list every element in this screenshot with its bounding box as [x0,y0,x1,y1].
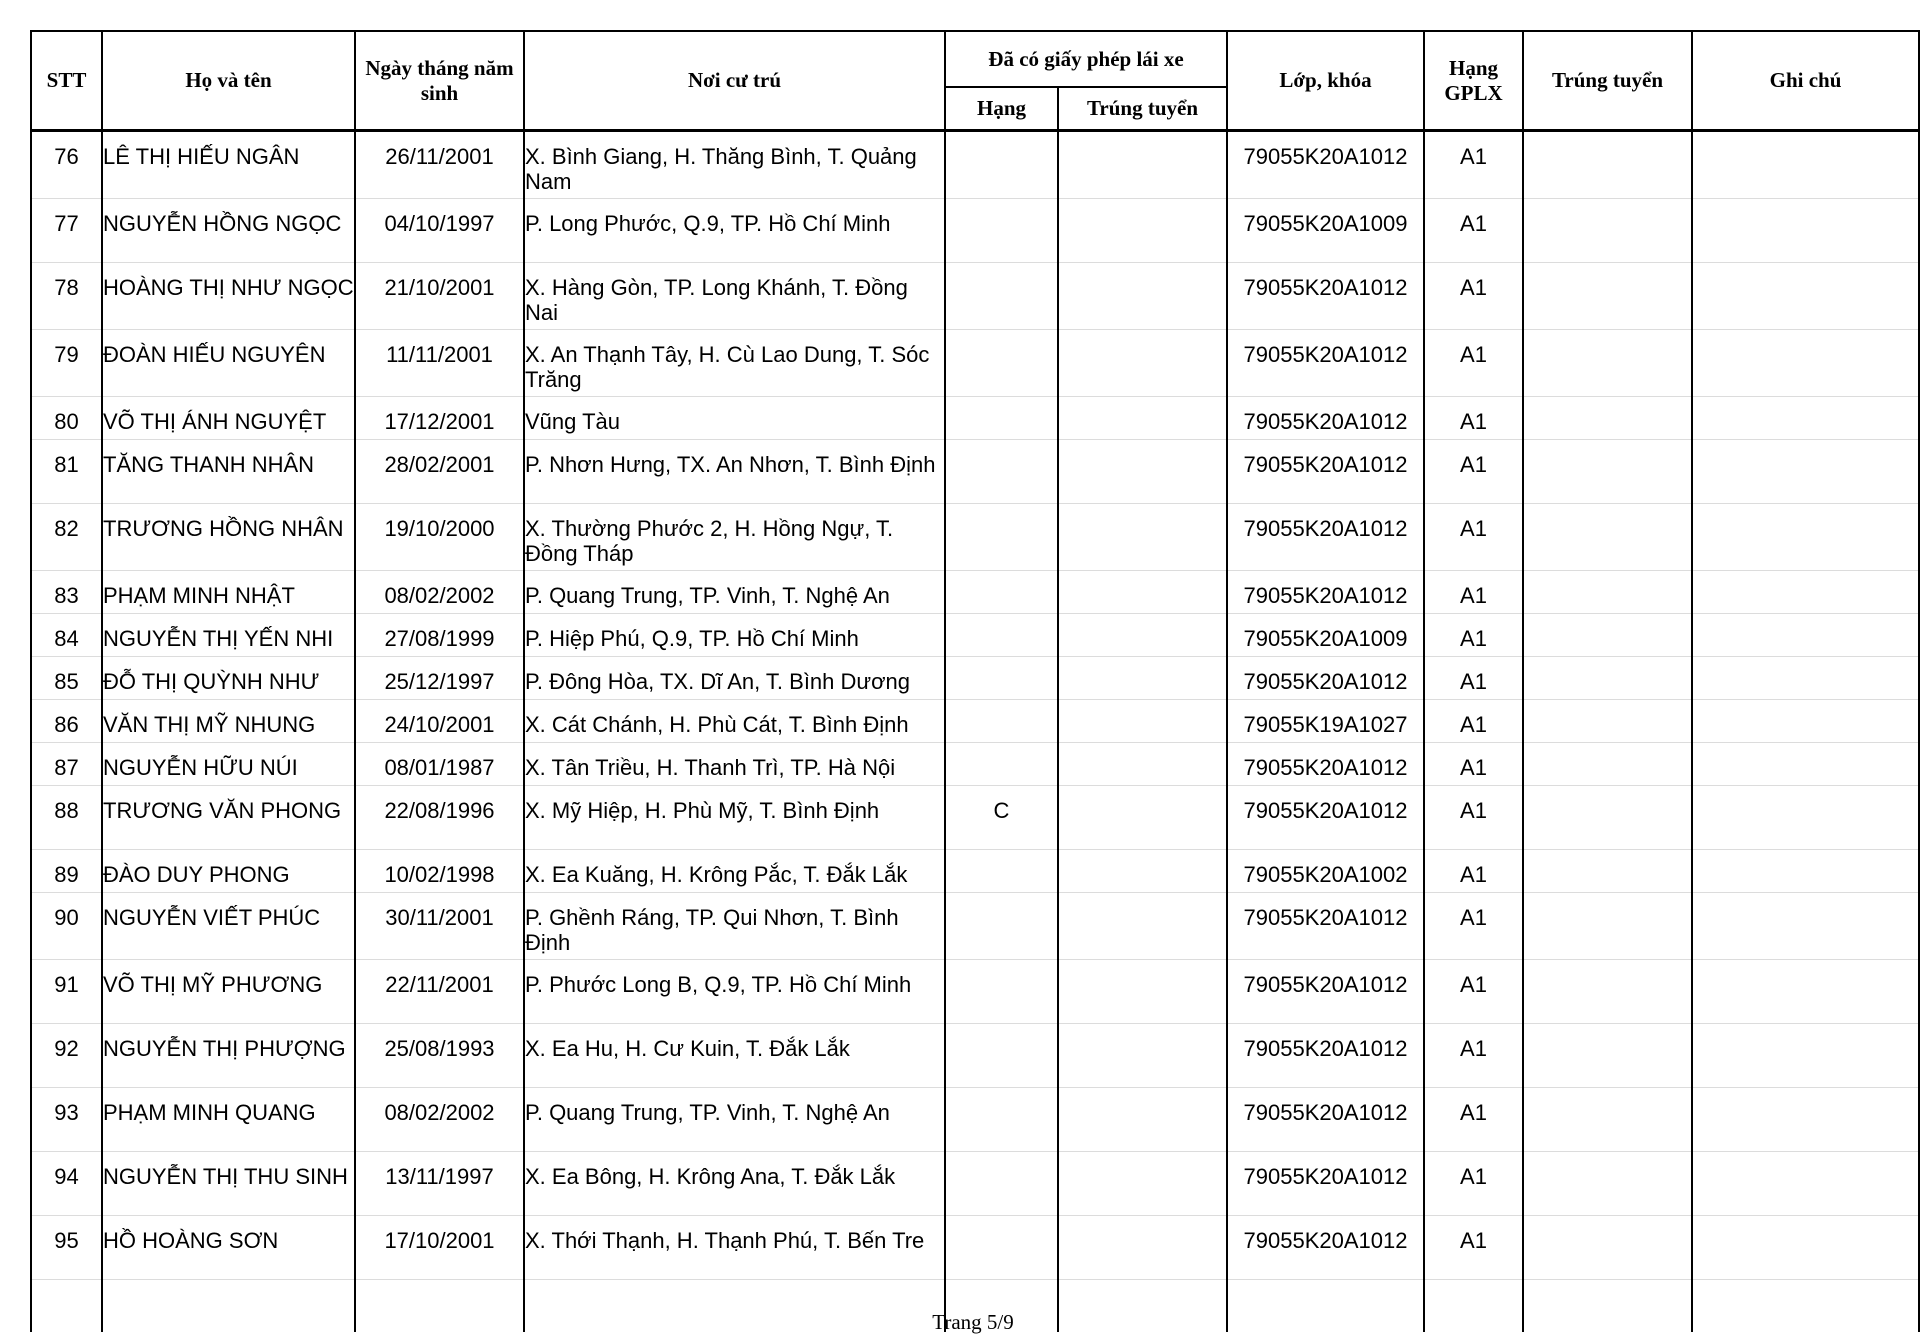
cell-stt: 82 [31,504,102,571]
cell-name: NGUYỄN HỮU NÚI [102,743,355,786]
cell-license-rank: C [945,786,1058,850]
cell-license-rank [945,504,1058,571]
cell-note [1692,571,1919,614]
cell-passed [1523,700,1692,743]
cell-license-passed [1058,571,1227,614]
cell-license-rank [945,199,1058,263]
cell-passed [1523,263,1692,330]
cell-residence: P. Phước Long B, Q.9, TP. Hồ Chí Minh [524,960,945,1024]
cell-note [1692,263,1919,330]
cell-residence: X. An Thạnh Tây, H. Cù Lao Dung, T. Sóc Trăng [524,330,945,397]
cell-stt: 93 [31,1088,102,1152]
cell-stt: 87 [31,743,102,786]
cell-gplx-rank: A1 [1424,850,1523,893]
cell-stt: 85 [31,657,102,700]
cell-stt: 88 [31,786,102,850]
cell-residence: P. Đông Hòa, TX. Dĩ An, T. Bình Dương [524,657,945,700]
cell-gplx-rank: A1 [1424,1152,1523,1216]
cell-license-rank [945,330,1058,397]
cell-note [1692,850,1919,893]
cell-note [1692,199,1919,263]
cell-note [1692,1088,1919,1152]
cell-class: 79055K20A1012 [1227,743,1424,786]
cell-name: TRƯƠNG VĂN PHONG [102,786,355,850]
cell-license-rank [945,893,1058,960]
cell-license-passed [1058,397,1227,440]
cell-gplx-rank: A1 [1424,743,1523,786]
cell-gplx-rank: A1 [1424,131,1523,199]
cell-license-passed [1058,131,1227,199]
table-row [31,199,1919,263]
cell-dob: 13/11/1997 [355,1152,524,1216]
table-row [31,131,1919,199]
page-number: Trang 5/9 [932,1310,1014,1334]
header-class: Lớp, khóa [1227,31,1424,131]
cell-dob: 28/02/2001 [355,440,524,504]
cell-gplx-rank: A1 [1424,1024,1523,1088]
cell-residence: X. Mỹ Hiệp, H. Phù Mỹ, T. Bình Định [524,786,945,850]
cell-class: 79055K20A1012 [1227,786,1424,850]
cell-stt: 89 [31,850,102,893]
candidate-table [30,30,1920,1332]
header-note: Ghi chú [1692,31,1919,131]
cell-license-rank [945,1152,1058,1216]
cell-dob: 24/10/2001 [355,700,524,743]
cell-name: NGUYỄN HỒNG NGỌC [102,199,355,263]
table-row [31,614,1919,657]
cell-dob: 22/08/1996 [355,786,524,850]
cell-class: 79055K20A1012 [1227,657,1424,700]
cell-gplx-rank: A1 [1424,1216,1523,1280]
cell-stt: 84 [31,614,102,657]
cell-stt: 78 [31,263,102,330]
cell-license-passed [1058,893,1227,960]
table-row [31,657,1919,700]
cell-residence: X. Thới Thạnh, H. Thạnh Phú, T. Bến Tre [524,1216,945,1280]
cell-residence: P. Ghềnh Ráng, TP. Qui Nhơn, T. Bình Định [524,893,945,960]
cell-name: PHẠM MINH NHẬT [102,571,355,614]
cell-name: NGUYỄN THỊ YẾN NHI [102,614,355,657]
table-row [31,1024,1919,1088]
cell-dob: 10/02/1998 [355,850,524,893]
cell-license-rank [945,700,1058,743]
cell-license-rank [945,1088,1058,1152]
cell-gplx-rank: A1 [1424,504,1523,571]
cell-class: 79055K20A1012 [1227,960,1424,1024]
cell-class: 79055K20A1012 [1227,1216,1424,1280]
header-dob: Ngày tháng năm sinh [355,31,524,131]
cell-residence: P. Hiệp Phú, Q.9, TP. Hồ Chí Minh [524,614,945,657]
cell-gplx-rank: A1 [1424,786,1523,850]
cell-dob: 08/02/2002 [355,1088,524,1152]
cell-class: 79055K20A1009 [1227,199,1424,263]
cell-note [1692,131,1919,199]
cell-license-rank [945,614,1058,657]
cell-license-passed [1058,1152,1227,1216]
cell-stt: 79 [31,330,102,397]
table-row [31,960,1919,1024]
cell-license-passed [1058,614,1227,657]
cell-stt: 91 [31,960,102,1024]
cell-license-passed [1058,199,1227,263]
cell-gplx-rank: A1 [1424,960,1523,1024]
cell-note [1692,614,1919,657]
header-license-group: Đã có giấy phép lái xe [945,31,1227,87]
cell-license-rank [945,131,1058,199]
table-row [31,1088,1919,1152]
cell-stt: 77 [31,199,102,263]
cell-dob: 08/02/2002 [355,571,524,614]
cell-dob: 19/10/2000 [355,504,524,571]
table-row [31,893,1919,960]
cell-passed [1523,440,1692,504]
cell-license-passed [1058,657,1227,700]
cell-license-passed [1058,850,1227,893]
cell-residence: X. Hàng Gòn, TP. Long Khánh, T. Đồng Nai [524,263,945,330]
cell-license-passed [1058,1024,1227,1088]
cell-class: 79055K20A1009 [1227,614,1424,657]
header-name: Họ và tên [102,31,355,131]
cell-stt: 76 [31,131,102,199]
cell-residence: X. Thường Phước 2, H. Hồng Ngự, T. Đồng Tháp [524,504,945,571]
header-residence: Nơi cư trú [524,31,945,131]
cell-dob: 27/08/1999 [355,614,524,657]
cell-dob: 04/10/1997 [355,199,524,263]
cell-class: 79055K20A1012 [1227,1024,1424,1088]
cell-class: 79055K20A1012 [1227,1088,1424,1152]
cell-name: TRƯƠNG HỒNG NHÂN [102,504,355,571]
cell-note [1692,1152,1919,1216]
cell-license-passed [1058,743,1227,786]
cell-license-rank [945,263,1058,330]
cell-name: HOÀNG THỊ NHƯ NGỌC [102,263,355,330]
cell-residence: P. Quang Trung, TP. Vinh, T. Nghệ An [524,571,945,614]
cell-stt: 86 [31,700,102,743]
cell-license-passed [1058,504,1227,571]
cell-stt: 81 [31,440,102,504]
cell-passed [1523,1152,1692,1216]
cell-license-rank [945,571,1058,614]
cell-name: NGUYỄN THỊ PHƯỢNG [102,1024,355,1088]
cell-class: 79055K20A1012 [1227,440,1424,504]
header-stt: STT [31,31,102,131]
cell-dob: 25/08/1993 [355,1024,524,1088]
table-row [31,571,1919,614]
cell-residence: X. Bình Giang, H. Thăng Bình, T. Quảng Nam [524,131,945,199]
cell-gplx-rank: A1 [1424,199,1523,263]
cell-gplx-rank: A1 [1424,1088,1523,1152]
cell-passed [1523,743,1692,786]
table-row [31,743,1919,786]
cell-name: ĐOÀN HIẾU NGUYÊN [102,330,355,397]
cell-gplx-rank: A1 [1424,700,1523,743]
cell-name: HỒ HOÀNG SƠN [102,1216,355,1280]
table-row [31,263,1919,330]
table-row [31,1216,1919,1280]
header-gplx-rank: Hạng GPLX [1424,31,1523,131]
cell-note [1692,1024,1919,1088]
cell-note [1692,960,1919,1024]
cell-passed [1523,1216,1692,1280]
cell-passed [1523,571,1692,614]
cell-dob: 11/11/2001 [355,330,524,397]
cell-residence: P. Nhơn Hưng, TX. An Nhơn, T. Bình Định [524,440,945,504]
cell-dob: 30/11/2001 [355,893,524,960]
cell-residence: X. Cát Chánh, H. Phù Cát, T. Bình Định [524,700,945,743]
cell-residence: X. Tân Triều, H. Thanh Trì, TP. Hà Nội [524,743,945,786]
cell-dob: 25/12/1997 [355,657,524,700]
cell-license-passed [1058,786,1227,850]
cell-note [1692,504,1919,571]
table-header [31,31,1919,131]
table-row [31,1152,1919,1216]
cell-name: NGUYỄN THỊ THU SINH [102,1152,355,1216]
table-row [31,786,1919,850]
cell-note [1692,1216,1919,1280]
cell-dob: 17/10/2001 [355,1216,524,1280]
table-row [31,440,1919,504]
cell-note [1692,657,1919,700]
cell-class: 79055K20A1012 [1227,571,1424,614]
cell-note [1692,440,1919,504]
cell-residence: P. Quang Trung, TP. Vinh, T. Nghệ An [524,1088,945,1152]
cell-stt: 92 [31,1024,102,1088]
cell-note [1692,700,1919,743]
cell-name: NGUYỄN VIẾT PHÚC [102,893,355,960]
header-license-rank: Hạng [945,87,1058,131]
cell-dob: 21/10/2001 [355,263,524,330]
cell-passed [1523,893,1692,960]
cell-note [1692,743,1919,786]
cell-passed [1523,786,1692,850]
header-license-passed: Trúng tuyển [1058,87,1227,131]
cell-class: 79055K20A1012 [1227,131,1424,199]
cell-dob: 08/01/1987 [355,743,524,786]
cell-dob: 22/11/2001 [355,960,524,1024]
cell-license-rank [945,397,1058,440]
cell-class: 79055K19A1027 [1227,700,1424,743]
cell-gplx-rank: A1 [1424,614,1523,657]
cell-note [1692,786,1919,850]
cell-class: 79055K20A1012 [1227,893,1424,960]
cell-residence: X. Ea Bông, H. Krông Ana, T. Đắk Lắk [524,1152,945,1216]
cell-class: 79055K20A1012 [1227,504,1424,571]
cell-name: VÕ THỊ MỸ PHƯƠNG [102,960,355,1024]
cell-license-passed [1058,1088,1227,1152]
cell-note [1692,397,1919,440]
cell-gplx-rank: A1 [1424,397,1523,440]
cell-dob: 17/12/2001 [355,397,524,440]
cell-gplx-rank: A1 [1424,440,1523,504]
cell-gplx-rank: A1 [1424,571,1523,614]
table-row [31,397,1919,440]
header-passed: Trúng tuyển [1523,31,1692,131]
cell-name: ĐÀO DUY PHONG [102,850,355,893]
cell-passed [1523,657,1692,700]
cell-passed [1523,1088,1692,1152]
cell-license-rank [945,1216,1058,1280]
cell-passed [1523,397,1692,440]
table-body [31,131,1919,1332]
cell-note [1692,330,1919,397]
cell-passed [1523,330,1692,397]
cell-name: LÊ THỊ HIẾU NGÂN [102,131,355,199]
cell-passed [1523,850,1692,893]
cell-class: 79055K20A1012 [1227,263,1424,330]
cell-license-passed [1058,1216,1227,1280]
cell-stt: 94 [31,1152,102,1216]
cell-license-passed [1058,960,1227,1024]
table-row [31,330,1919,397]
cell-license-passed [1058,700,1227,743]
cell-license-rank [945,657,1058,700]
cell-gplx-rank: A1 [1424,263,1523,330]
cell-license-rank [945,440,1058,504]
cell-name: VĂN THỊ MỸ NHUNG [102,700,355,743]
cell-dob: 26/11/2001 [355,131,524,199]
cell-passed [1523,960,1692,1024]
cell-name: VÕ THỊ ÁNH NGUYỆT [102,397,355,440]
cell-class: 79055K20A1012 [1227,330,1424,397]
cell-gplx-rank: A1 [1424,893,1523,960]
cell-passed [1523,131,1692,199]
cell-gplx-rank: A1 [1424,330,1523,397]
cell-class: 79055K20A1012 [1227,1152,1424,1216]
cell-class: 79055K20A1012 [1227,397,1424,440]
cell-license-passed [1058,263,1227,330]
cell-residence: X. Ea Kuăng, H. Krông Pắc, T. Đắk Lắk [524,850,945,893]
cell-license-rank [945,960,1058,1024]
cell-license-passed [1058,330,1227,397]
cell-residence: X. Ea Hu, H. Cư Kuin, T. Đắk Lắk [524,1024,945,1088]
cell-passed [1523,614,1692,657]
cell-stt: 83 [31,571,102,614]
cell-license-rank [945,1024,1058,1088]
cell-stt: 95 [31,1216,102,1280]
cell-license-passed [1058,440,1227,504]
cell-passed [1523,1024,1692,1088]
cell-passed [1523,199,1692,263]
table-row [31,700,1919,743]
cell-license-rank [945,850,1058,893]
cell-stt: 80 [31,397,102,440]
cell-class: 79055K20A1002 [1227,850,1424,893]
table-row [31,504,1919,571]
cell-license-rank [945,743,1058,786]
cell-name: PHẠM MINH QUANG [102,1088,355,1152]
cell-passed [1523,504,1692,571]
cell-name: TĂNG THANH NHÂN [102,440,355,504]
cell-stt: 90 [31,893,102,960]
cell-residence: P. Long Phước, Q.9, TP. Hồ Chí Minh [524,199,945,263]
cell-residence: Vũng Tàu [524,397,945,440]
cell-note [1692,893,1919,960]
table-row [31,850,1919,893]
cell-gplx-rank: A1 [1424,657,1523,700]
cell-name: ĐỖ THỊ QUỲNH NHƯ [102,657,355,700]
